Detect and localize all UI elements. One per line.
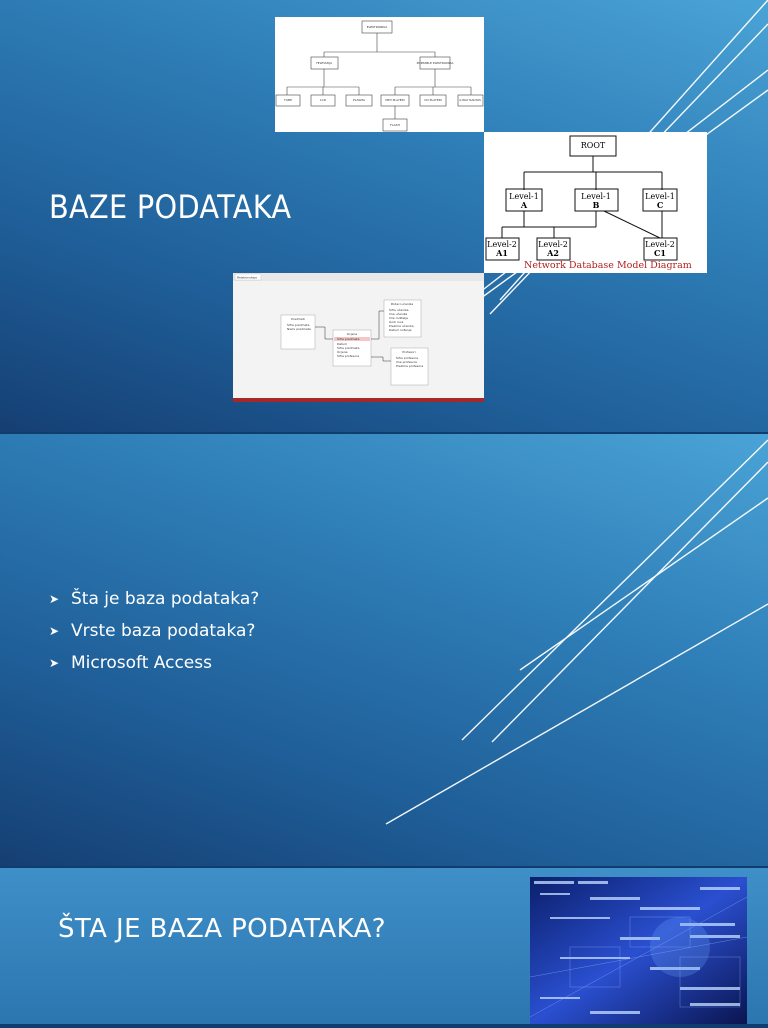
svg-text:2-WAY RADIOS: 2-WAY RADIOS (459, 98, 481, 102)
svg-text:A: A (520, 200, 528, 210)
svg-text:Datum: Datum (337, 342, 348, 346)
arrow-bullet-icon: ➤ (49, 624, 60, 638)
svg-text:CD PLAYERI: CD PLAYERI (424, 98, 442, 102)
svg-text:Šifra predmeta: Šifra predmeta (287, 323, 310, 327)
svg-text:Naziv predmeta: Naziv predmeta (287, 327, 311, 331)
contents-list (49, 588, 259, 684)
svg-text:Godi roos: Godi roos (389, 320, 404, 324)
svg-text:PLASMA: PLASMA (352, 98, 366, 102)
svg-text:Relationships: Relationships (237, 275, 257, 280)
slide-1[interactable] (0, 0, 768, 432)
svg-text:Ime roditelja: Ime roditelja (389, 316, 408, 320)
list-item[interactable]: ➤ Vrste baza podataka? (49, 621, 256, 641)
list-item[interactable]: ➤ Microsoft Access (49, 653, 212, 673)
svg-text:Level-1: Level-1 (581, 192, 611, 201)
svg-text:Level-2: Level-2 (645, 240, 675, 249)
database-schema-matrix-image (530, 877, 747, 1024)
svg-text:Podaci učenika: Podaci učenika (390, 302, 414, 306)
svg-text:PORTABLE ELEKTRONIKA: PORTABLE ELEKTRONIKA (416, 61, 454, 65)
svg-text:Ocjene: Ocjene (346, 332, 358, 336)
svg-text:Level-2: Level-2 (538, 240, 568, 249)
svg-text:C1: C1 (654, 248, 666, 258)
svg-text:Šifra profesora: Šifra profesora (337, 354, 360, 358)
svg-text:Level-2: Level-2 (487, 240, 517, 249)
svg-text:Level-1: Level-1 (645, 192, 675, 201)
svg-text:Šifra učenika: Šifra učenika (389, 308, 409, 312)
svg-text:Šifra predmeta: Šifra predmeta (337, 346, 360, 350)
svg-text:A2: A2 (547, 248, 559, 258)
svg-text:ROOT: ROOT (580, 141, 606, 150)
access-relationships-diagram (233, 273, 484, 402)
tree-root-label: ELEKTRONIKA (366, 25, 388, 29)
slide-3-title: ŠTA JE BAZA PODATAKA? (58, 914, 386, 944)
slide-1-title: BAZE PODATAKA (49, 188, 292, 226)
network-database-diagram (484, 132, 707, 273)
network-diagram-caption: Network Database Model Diagram (524, 260, 692, 271)
svg-text:MP3 PLAYERI: MP3 PLAYERI (385, 98, 405, 102)
svg-text:LCD: LCD (319, 98, 327, 102)
svg-text:Prezime učenika: Prezime učenika (389, 324, 414, 328)
list-item[interactable]: ➤ Šta je baza podataka? (49, 589, 260, 609)
svg-text:FLASH: FLASH (390, 123, 400, 127)
hierarchical-tree-diagram (275, 17, 484, 132)
svg-text:Ime profesora: Ime profesora (396, 360, 417, 364)
arrow-bullet-icon: ➤ (49, 592, 60, 606)
svg-text:Datum rođenja: Datum rođenja (389, 328, 412, 332)
svg-text:Prezime profesora: Prezime profesora (396, 364, 424, 368)
svg-text:Šifra predmeta: Šifra predmeta (337, 337, 360, 341)
arrow-bullet-icon: ➤ (49, 656, 60, 670)
svg-text:Ime učenika: Ime učenika (389, 312, 408, 316)
svg-text:B: B (592, 200, 600, 210)
svg-text:Ocjena: Ocjena (337, 350, 348, 354)
svg-text:Predmeti: Predmeti (291, 317, 305, 321)
svg-text:Šifra profesora: Šifra profesora (396, 356, 419, 360)
svg-text:TELEVIZIJA: TELEVIZIJA (315, 61, 333, 65)
svg-text:TUBE: TUBE (284, 98, 292, 102)
svg-text:C: C (656, 200, 664, 210)
svg-text:A1: A1 (496, 248, 508, 258)
slide-3[interactable] (0, 868, 768, 1024)
svg-text:Level-1: Level-1 (509, 192, 539, 201)
svg-text:Profesori: Profesori (402, 350, 416, 354)
